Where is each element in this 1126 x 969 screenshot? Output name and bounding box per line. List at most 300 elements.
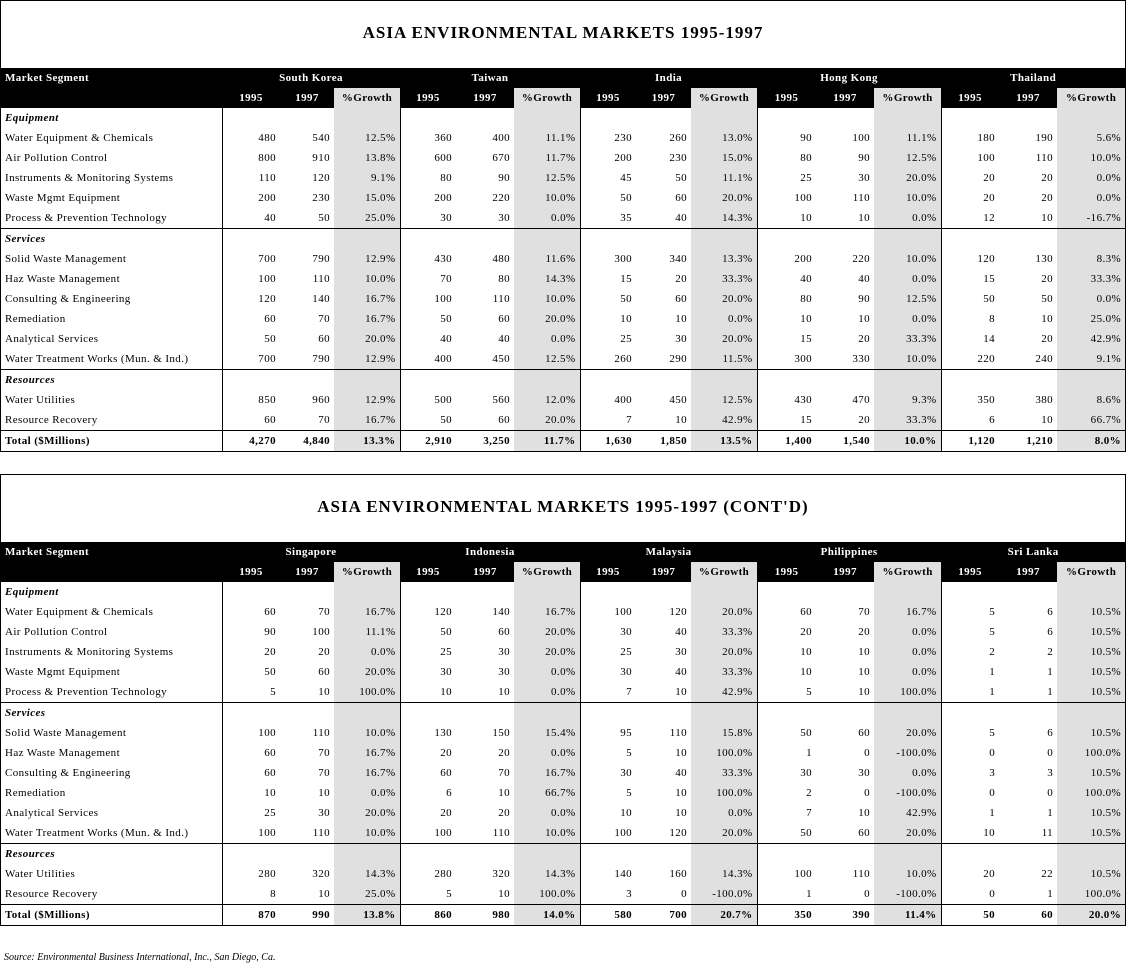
value-cell: 30	[580, 622, 636, 642]
value-cell: 25	[757, 168, 816, 188]
year2-header: 1997	[816, 562, 874, 582]
section-label: Resources	[1, 844, 222, 865]
growth-cell: 9.3%	[874, 390, 941, 410]
value-cell: 450	[669, 394, 688, 406]
growth-cell: 10.0%	[514, 289, 580, 309]
value-cell: 120	[400, 602, 456, 622]
value-cell: 20	[941, 168, 999, 188]
value-cell: 20	[400, 803, 456, 823]
value-cell: 80	[757, 289, 816, 309]
value-cell: 110	[669, 727, 688, 739]
value-cell: 25	[222, 803, 280, 823]
value-cell: 100	[941, 148, 999, 168]
country-header: Taiwan	[400, 68, 580, 88]
value-cell: 11	[1041, 827, 1054, 839]
growth-cell: 20.0%	[334, 662, 400, 682]
empty-cell	[456, 582, 514, 602]
value-cell: 70	[498, 767, 511, 779]
value-cell: 1	[941, 662, 999, 682]
value-cell: 480	[222, 128, 280, 148]
growth-cell: 15.0%	[691, 148, 757, 168]
empty-cell	[456, 370, 514, 391]
growth-cell: 20.0%	[691, 602, 757, 622]
value-cell: 1,210	[999, 431, 1057, 452]
table-row	[1, 884, 1125, 905]
table-row	[1, 208, 1125, 229]
value-cell: 980	[456, 905, 514, 926]
table-row	[1, 662, 1125, 682]
empty-cell	[874, 229, 941, 250]
growth-cell: 11.1%	[334, 622, 400, 642]
value-cell: 60	[498, 626, 511, 638]
growth-cell: -100.0%	[874, 783, 941, 803]
growth-cell: 8.3%	[1057, 249, 1125, 269]
empty-cell	[280, 108, 334, 128]
growth-cell: 15.0%	[334, 188, 400, 208]
value-cell: 120	[941, 249, 999, 269]
market-table-panel-1	[0, 0, 1126, 452]
value-cell: 5	[580, 783, 636, 803]
value-cell: 6	[1047, 727, 1054, 739]
value-cell: 30	[400, 208, 456, 229]
empty-cell	[999, 703, 1057, 724]
header-row-years	[1, 562, 1125, 582]
growth-cell: 0.0%	[691, 309, 757, 329]
value-cell: 40	[498, 333, 511, 345]
growth-cell: 10.5%	[1057, 602, 1125, 622]
table-row	[1, 743, 1125, 763]
value-cell: 10	[580, 803, 636, 823]
row-label: Resource Recovery	[5, 888, 98, 900]
table-row	[1, 168, 1125, 188]
value-cell: 90	[498, 172, 511, 184]
value-cell: 100	[400, 823, 456, 844]
value-cell: 450	[492, 353, 511, 365]
growth-cell: 33.3%	[691, 622, 757, 642]
value-cell: 100	[222, 823, 280, 844]
value-cell: 20	[1041, 192, 1054, 204]
value-cell: 160	[669, 868, 688, 880]
header-row-years	[1, 88, 1125, 108]
growth-cell: 42.9%	[874, 803, 941, 823]
growth-cell: 20.0%	[334, 329, 400, 349]
value-cell: 280	[400, 864, 456, 884]
growth-cell: 66.7%	[514, 783, 580, 803]
value-cell: 30	[675, 646, 688, 658]
value-cell: 20	[1041, 333, 1054, 345]
value-cell: 40	[675, 626, 688, 638]
table-row	[1, 723, 1125, 743]
growth-cell: 0.0%	[691, 803, 757, 823]
empty-cell	[280, 229, 334, 250]
country-header: Thailand	[941, 68, 1125, 88]
value-cell: 7	[580, 682, 636, 703]
empty-cell	[222, 844, 280, 865]
value-cell: 1,540	[816, 431, 874, 452]
value-cell: 20	[1041, 273, 1054, 285]
value-cell: 10	[757, 642, 816, 662]
value-cell: 25	[580, 329, 636, 349]
country-header: Philippines	[757, 542, 941, 562]
empty-cell	[999, 582, 1057, 602]
value-cell: 70	[318, 414, 330, 426]
growth-cell: 16.7%	[334, 410, 400, 431]
country-header: South Korea	[222, 68, 400, 88]
value-cell: 320	[492, 868, 511, 880]
value-cell: 800	[222, 148, 280, 168]
value-cell: 220	[492, 192, 511, 204]
value-cell: 230	[312, 192, 330, 204]
growth-cell: 10.0%	[874, 249, 941, 269]
value-cell: 860	[400, 905, 456, 926]
growth-cell: 16.7%	[514, 602, 580, 622]
value-cell: 20	[858, 333, 871, 345]
growth-cell: 14.3%	[334, 864, 400, 884]
section-label: Equipment	[5, 112, 59, 124]
empty-cell	[757, 108, 816, 128]
value-cell: 960	[312, 394, 330, 406]
value-cell: 10	[498, 787, 511, 799]
value-cell: 290	[669, 353, 688, 365]
value-cell: 110	[312, 827, 330, 839]
value-cell: 10	[400, 682, 456, 703]
row-label: Analytical Services	[5, 333, 99, 345]
section-row	[1, 844, 1125, 865]
row-label: Remediation	[5, 313, 66, 325]
empty-cell	[941, 582, 999, 602]
value-cell: 190	[1035, 132, 1054, 144]
value-cell: 80	[400, 168, 456, 188]
empty-cell	[514, 703, 580, 724]
growth-cell: 16.7%	[334, 743, 400, 763]
table-row	[1, 128, 1125, 148]
growth-cell: 20.0%	[691, 188, 757, 208]
country-header: Malaysia	[580, 542, 757, 562]
growth-cell: 11.1%	[874, 128, 941, 148]
value-cell: 3	[1047, 767, 1054, 779]
empty-cell	[1057, 229, 1125, 250]
value-cell: 430	[400, 249, 456, 269]
value-cell: 0	[941, 783, 999, 803]
growth-cell: 0.0%	[1057, 168, 1125, 188]
empty-cell	[874, 844, 941, 865]
empty-cell	[691, 582, 757, 602]
row-label: Water Treatment Works (Mun. & Ind.)	[5, 827, 189, 839]
value-cell: 50	[222, 329, 280, 349]
empty-cell	[636, 229, 691, 250]
section-row	[1, 229, 1125, 250]
value-cell: 790	[312, 253, 330, 265]
value-cell: 30	[858, 767, 871, 779]
value-cell: 850	[222, 390, 280, 410]
growth-cell: 12.9%	[334, 349, 400, 370]
value-cell: 360	[400, 128, 456, 148]
empty-cell	[1057, 703, 1125, 724]
empty-cell	[757, 370, 816, 391]
growth-header: %Growth	[874, 88, 941, 108]
value-cell: 10	[580, 309, 636, 329]
row-label: Waste Mgmt Equipment	[5, 666, 121, 678]
growth-cell: 10.0%	[334, 723, 400, 743]
value-cell: 40	[400, 329, 456, 349]
value-cell: 240	[1035, 353, 1054, 365]
growth-cell: 20.0%	[1057, 905, 1125, 926]
country-header: Hong Kong	[757, 68, 941, 88]
value-cell: 1	[941, 682, 999, 703]
country-header: India	[580, 68, 757, 88]
empty-cell	[514, 370, 580, 391]
value-cell: 30	[498, 212, 511, 224]
value-cell: 5	[580, 743, 636, 763]
empty-cell	[400, 370, 456, 391]
value-cell: 20	[941, 864, 999, 884]
value-cell: 60	[675, 192, 688, 204]
value-cell: 20	[675, 273, 688, 285]
growth-cell: 20.0%	[514, 622, 580, 642]
value-cell: 110	[1035, 152, 1054, 164]
value-cell: 540	[312, 132, 330, 144]
growth-cell: 16.7%	[334, 309, 400, 329]
value-cell: 10	[222, 783, 280, 803]
value-cell: 10	[675, 787, 688, 799]
growth-header: %Growth	[334, 562, 400, 582]
value-cell: 25	[580, 642, 636, 662]
year1-header: 1995	[222, 562, 280, 582]
empty-cell	[874, 582, 941, 602]
value-cell: 120	[669, 827, 688, 839]
value-cell: 700	[222, 349, 280, 370]
value-cell: 70	[318, 767, 330, 779]
empty-cell	[400, 108, 456, 128]
table-row	[1, 602, 1125, 622]
value-cell: 6	[1047, 626, 1054, 638]
value-cell: 60	[498, 313, 511, 325]
value-cell: 910	[312, 152, 330, 164]
growth-cell: 0.0%	[514, 743, 580, 763]
value-cell: 22	[1041, 868, 1054, 880]
value-cell: 260	[669, 132, 688, 144]
empty-cell	[280, 844, 334, 865]
growth-cell: 10.5%	[1057, 682, 1125, 703]
country-header: Indonesia	[400, 542, 580, 562]
value-cell: 40	[222, 208, 280, 229]
table-row	[1, 803, 1125, 823]
value-cell: 1	[757, 743, 816, 763]
value-cell: 2	[757, 783, 816, 803]
market-table-panel-2	[0, 474, 1126, 926]
value-cell: 30	[580, 662, 636, 682]
value-cell: 10	[318, 686, 330, 698]
value-cell: 220	[852, 253, 871, 265]
growth-cell: 100.0%	[514, 884, 580, 905]
value-cell: 1	[1047, 807, 1054, 819]
value-cell: 110	[312, 273, 330, 285]
value-cell: 0	[864, 787, 871, 799]
growth-cell: 20.0%	[691, 329, 757, 349]
value-cell: 50	[318, 212, 330, 224]
value-cell: 25	[400, 642, 456, 662]
growth-cell: 12.9%	[334, 249, 400, 269]
section-label: Equipment	[5, 586, 59, 598]
section-row	[1, 703, 1125, 724]
growth-cell: 10.0%	[874, 349, 941, 370]
growth-cell: 100.0%	[334, 682, 400, 703]
value-cell: 10	[757, 208, 816, 229]
table-row	[1, 269, 1125, 289]
value-cell: 60	[400, 763, 456, 783]
growth-cell: 10.5%	[1057, 622, 1125, 642]
empty-cell	[1057, 370, 1125, 391]
empty-cell	[636, 108, 691, 128]
value-cell: 6	[941, 410, 999, 431]
year1-header: 1995	[580, 88, 636, 108]
empty-cell	[941, 108, 999, 128]
year2-header: 1997	[999, 88, 1057, 108]
value-cell: 70	[858, 606, 871, 618]
value-cell: 400	[580, 390, 636, 410]
empty-cell	[580, 582, 636, 602]
empty-cell	[636, 703, 691, 724]
table-row	[1, 864, 1125, 884]
growth-cell: 16.7%	[874, 602, 941, 622]
value-cell: 100	[400, 289, 456, 309]
table-row	[1, 329, 1125, 349]
value-cell: 30	[858, 172, 871, 184]
value-cell: 400	[492, 132, 511, 144]
empty-cell	[280, 370, 334, 391]
value-cell: 30	[400, 662, 456, 682]
value-cell: 380	[1035, 394, 1054, 406]
year2-header: 1997	[456, 88, 514, 108]
growth-cell: 20.0%	[514, 642, 580, 662]
value-cell: 10	[757, 309, 816, 329]
empty-cell	[691, 370, 757, 391]
value-cell: 60	[222, 602, 280, 622]
empty-cell	[334, 703, 400, 724]
growth-cell: 10.5%	[1057, 723, 1125, 743]
table-row	[1, 249, 1125, 269]
value-cell: 280	[222, 864, 280, 884]
value-cell: 5	[757, 682, 816, 703]
value-cell: 500	[400, 390, 456, 410]
empty-cell	[757, 229, 816, 250]
value-cell: 130	[400, 723, 456, 743]
empty-cell	[280, 703, 334, 724]
row-label: Solid Waste Management	[5, 253, 127, 265]
section-row	[1, 370, 1125, 391]
empty-cell	[999, 370, 1057, 391]
value-cell: 110	[852, 868, 871, 880]
empty-cell	[222, 370, 280, 391]
empty-cell	[757, 582, 816, 602]
growth-cell: 10.0%	[334, 269, 400, 289]
row-label: Water Equipment & Chemicals	[5, 132, 154, 144]
growth-cell: 10.0%	[874, 864, 941, 884]
value-cell: 14	[941, 329, 999, 349]
empty-cell	[636, 370, 691, 391]
value-cell: 110	[852, 192, 871, 204]
empty-cell	[999, 108, 1057, 128]
growth-header: %Growth	[1057, 562, 1125, 582]
value-cell: 6	[1047, 606, 1054, 618]
year1-header: 1995	[400, 562, 456, 582]
empty-cell	[691, 703, 757, 724]
value-cell: 200	[222, 188, 280, 208]
value-cell: 15	[580, 269, 636, 289]
growth-cell: 20.0%	[334, 803, 400, 823]
value-cell: 0	[864, 747, 871, 759]
value-cell: 260	[580, 349, 636, 370]
header-spacer	[1, 88, 222, 108]
year2-header: 1997	[636, 562, 691, 582]
empty-cell	[580, 703, 636, 724]
row-label: Waste Mgmt Equipment	[5, 192, 121, 204]
value-cell: 470	[852, 394, 871, 406]
value-cell: 350	[941, 390, 999, 410]
row-label: Water Equipment & Chemicals	[5, 606, 154, 618]
value-cell: 60	[757, 602, 816, 622]
growth-cell: 20.0%	[874, 823, 941, 844]
growth-cell: 20.0%	[874, 168, 941, 188]
value-cell: 20	[858, 414, 871, 426]
total-row	[1, 431, 1125, 452]
segment-header: Market Segment	[1, 68, 222, 88]
value-cell: 600	[400, 148, 456, 168]
value-cell: 50	[580, 289, 636, 309]
empty-cell	[580, 370, 636, 391]
empty-cell	[691, 844, 757, 865]
value-cell: 140	[312, 293, 330, 305]
growth-cell: 11.7%	[514, 431, 580, 452]
growth-cell: 0.0%	[514, 682, 580, 703]
growth-cell: 42.9%	[1057, 329, 1125, 349]
value-cell: 40	[757, 269, 816, 289]
empty-cell	[636, 844, 691, 865]
table-row	[1, 783, 1125, 803]
value-cell: 110	[492, 827, 511, 839]
empty-cell	[757, 844, 816, 865]
table-row	[1, 823, 1125, 844]
empty-cell	[456, 844, 514, 865]
growth-cell: 0.0%	[334, 642, 400, 662]
empty-cell	[334, 108, 400, 128]
value-cell: 350	[757, 905, 816, 926]
value-cell: 10	[1041, 414, 1054, 426]
empty-cell	[816, 370, 874, 391]
growth-cell: 66.7%	[1057, 410, 1125, 431]
value-cell: 60	[498, 414, 511, 426]
value-cell: 70	[400, 269, 456, 289]
empty-cell	[1057, 844, 1125, 865]
growth-cell: 8.0%	[1057, 431, 1125, 452]
growth-cell: 0.0%	[874, 622, 941, 642]
value-cell: 40	[675, 666, 688, 678]
value-cell: 1	[1047, 686, 1054, 698]
value-cell: 60	[222, 410, 280, 431]
empty-cell	[222, 229, 280, 250]
row-label: Remediation	[5, 787, 66, 799]
value-cell: 40	[675, 212, 688, 224]
value-cell: 1,400	[757, 431, 816, 452]
year2-header: 1997	[280, 562, 334, 582]
value-cell: 60	[222, 743, 280, 763]
market-table	[1, 68, 1125, 451]
growth-cell: 13.8%	[334, 905, 400, 926]
value-cell: 0	[941, 743, 999, 763]
value-cell: 870	[222, 905, 280, 926]
growth-cell: 12.5%	[874, 148, 941, 168]
value-cell: 70	[318, 313, 330, 325]
